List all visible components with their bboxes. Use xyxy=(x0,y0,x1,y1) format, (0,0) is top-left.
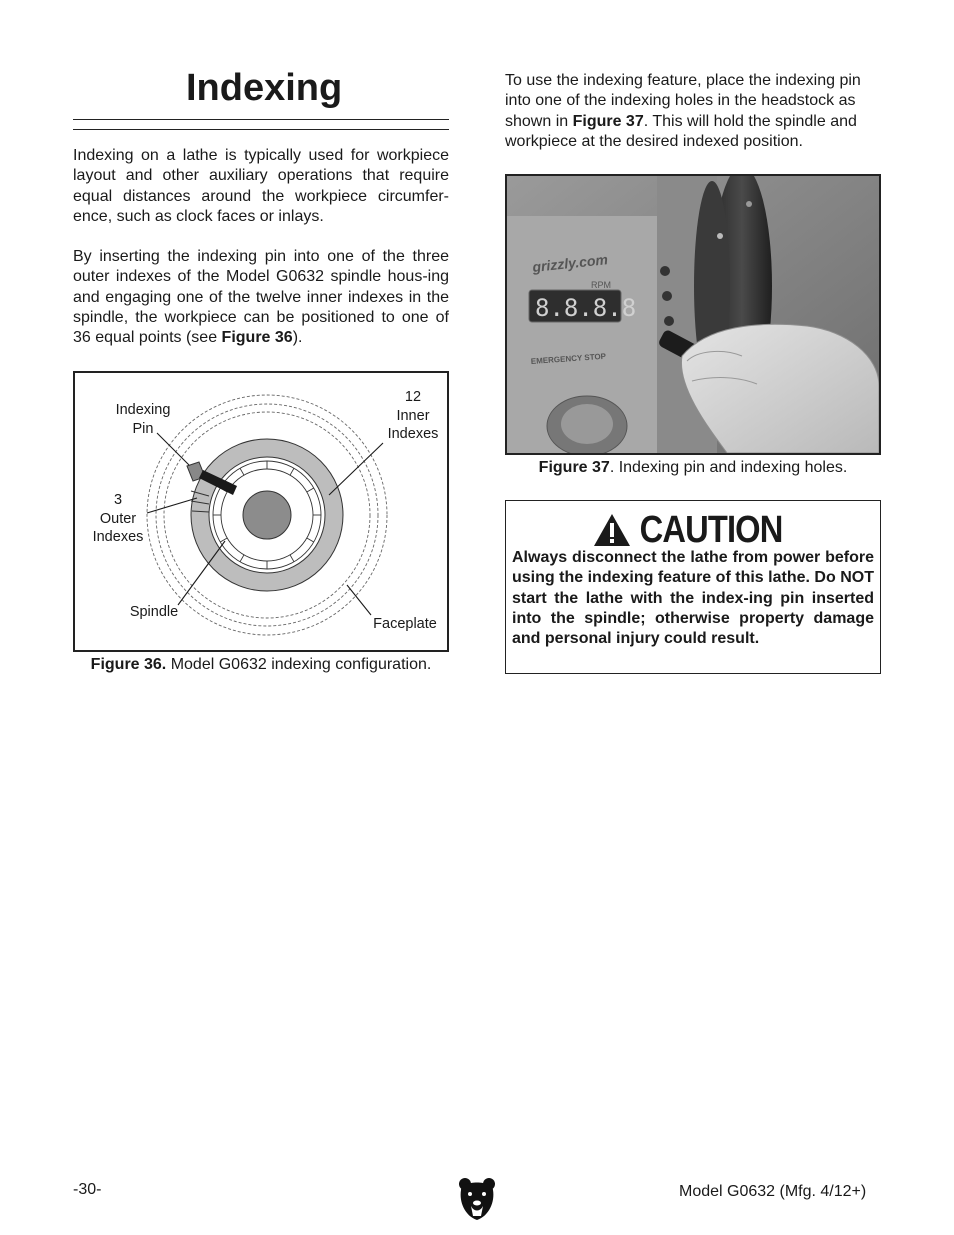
spindle-circle xyxy=(243,491,291,539)
figure-36-reference: Figure 36 xyxy=(221,329,293,347)
intro-paragraph: Indexing on a lathe is typically used for workpiece layout and other auxiliary operations that require equal distances around the workpiece circumfer-ence, such as clock faces or inlays. xyxy=(73,147,449,225)
caution-header xyxy=(506,507,880,553)
svg-text:RPM: RPM xyxy=(591,280,611,290)
figure-37-caption: Figure 37. Indexing pin and indexing holes. xyxy=(538,459,848,476)
figure-36-caption: Figure 36. Model G0632 indexing configuration. xyxy=(90,656,432,673)
indexing-paragraph: By inserting the indexing pin into one of the three outer indexes of the Model G0632 spindle hous-ing and engaging one of the twelve inner indexes in the spindle, the workpiece can be positioned to one of 36 equal points (see Figure 36). xyxy=(73,248,449,347)
rpm-digits: 8.8.8.8 xyxy=(535,294,637,322)
label-faceplate: Faceplate xyxy=(373,616,437,632)
label-outer-indexes: 3 Outer Indexes xyxy=(92,492,144,545)
page-title: Indexing xyxy=(186,67,343,109)
label-inner-indexes: 12 Inner Indexes xyxy=(387,389,439,442)
title-rule-bottom xyxy=(73,129,449,130)
label-spindle: Spindle xyxy=(129,604,179,620)
figure-37-reference: Figure 37 xyxy=(572,112,644,130)
model-footer: Model G0632 (Mfg. 4/12+) xyxy=(679,1183,867,1200)
bear-head-icon xyxy=(457,1176,497,1222)
lathe-headstock-photo xyxy=(507,176,879,453)
title-rule-top xyxy=(73,119,449,120)
caution-box xyxy=(505,500,881,674)
caution-text: Always disconnect the lathe from power before using the indexing feature of this lathe. Do NOT start the lathe with the index-ing pin inserted into the spindle; otherwise property damage and personal injury could result. xyxy=(512,549,874,648)
usage-paragraph: To use the indexing feature, place the indexing pin into one of the indexing holes in the headstock as shown in Figure 37. This will hold the spindle and workpiece at the desired indexed position. xyxy=(505,72,861,150)
warning-triangle-icon xyxy=(592,512,632,548)
figure-37-photo xyxy=(505,174,881,455)
photo-brand-text: grizzly.com xyxy=(531,251,609,275)
figure-36-box xyxy=(73,371,449,652)
page-number: -30- xyxy=(73,1181,102,1198)
photo-estop-text: EMERGENCY STOP xyxy=(530,351,607,366)
caution-heading: CAUTION xyxy=(639,508,783,551)
label-indexing-pin: Indexing Pin xyxy=(115,402,171,437)
